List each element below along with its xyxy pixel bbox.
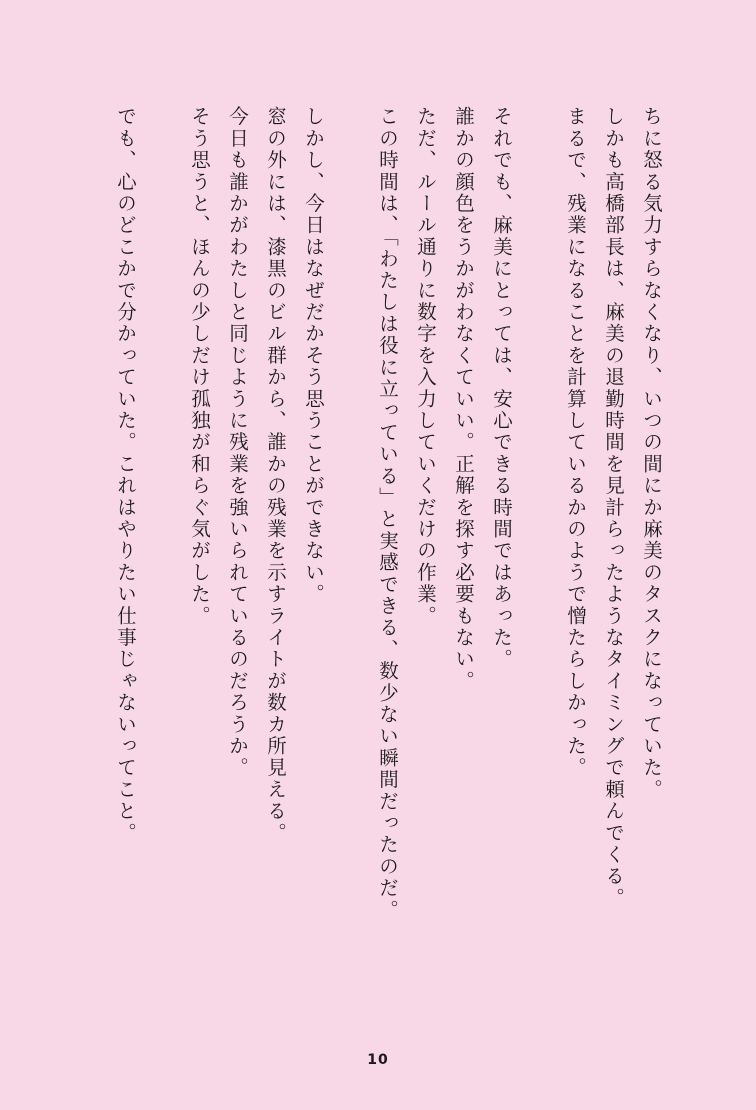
paragraph-gap: [144, 106, 180, 926]
text-line: ただ、ルール通りに数字を入力していくだけの作業。: [414, 106, 437, 627]
text-line: 誰かの顔色をうかがわなくていい。正解を探す必要もない。: [452, 106, 475, 692]
vertical-text-body: [106, 106, 670, 926]
paragraph-gap: [520, 106, 556, 926]
text-line: それでも、麻美にとっては、安心できる時間ではあった。: [490, 106, 513, 671]
text-line: ちに怒る気力すらなくなり、いつの間にか麻美のタスクになっていた。: [640, 106, 663, 801]
text-line: そう思うと、ほんの少しだけ孤独が和らぐ気がした。: [188, 106, 211, 627]
text-line: まるで、残業になることを計算しているかのようで憎たらしかった。: [564, 106, 587, 779]
text-line: でも、心のどこかで分かっていた。これはやりたい仕事じゃないってこと。: [114, 106, 137, 844]
text-line: しかし、今日はなぜだかそう思うことができない。: [302, 106, 325, 606]
text-line: しかも高橋部長は、麻美の退勤時間を見計らったようなタイミングで頼んでくる。: [602, 106, 625, 909]
paragraph-gap: [332, 106, 368, 926]
page-number: 10: [367, 1052, 389, 1068]
text-line: 今日も誰かがわたしと同じように残業を強いられているのだろうか。: [226, 106, 249, 779]
text-line: 窓の外には、漆黒のビル群から、誰かの残業を示すライトが数カ所見える。: [264, 106, 287, 844]
text-line: この時間は、「わたしは役に立っている」と実感できる、数少ない瞬間だったのだ。: [376, 106, 399, 921]
